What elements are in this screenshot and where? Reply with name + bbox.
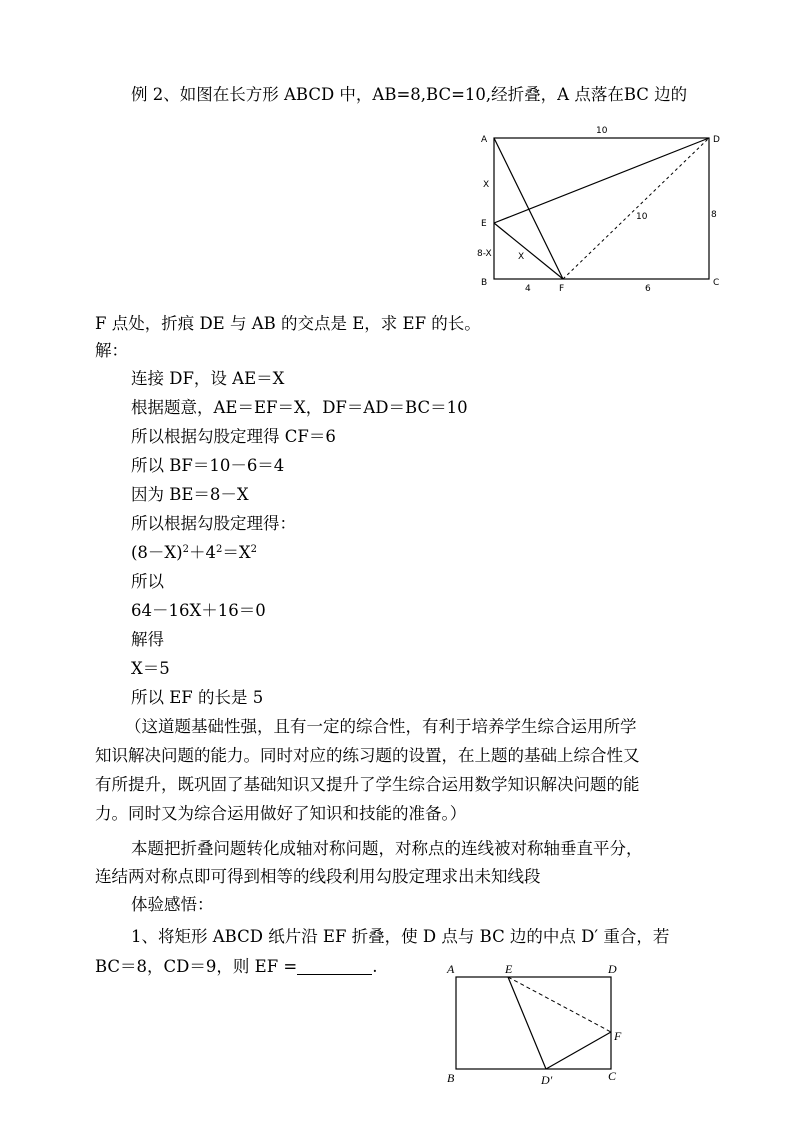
solution-step-7-equation: $(8-X)^2+4^2=X^2$	[131, 543, 257, 562]
label-C: C	[713, 278, 720, 288]
rect-abcd	[494, 138, 709, 279]
practice-question-1-line-1: 1、将矩形 ABCD 纸片沿 EF 折叠，使 D 点与 BC 边的中点 D′ 重合，若	[131, 927, 670, 946]
segment-af	[494, 138, 563, 279]
summary-line-1: 本题把折叠问题转化成轴对称问题，对称点的连线被对称轴垂直平分，	[131, 839, 643, 858]
label-ad-length: 10	[596, 126, 608, 136]
solution-step-12: 所以 EF 的长是 5	[131, 688, 264, 707]
commentary-line-4: 力。同时又为综合运用做好了知识和技能的准备。）	[95, 804, 467, 823]
solution-step-5: 因为 BE＝8－X	[131, 485, 249, 504]
segment-ed-prime	[508, 977, 546, 1069]
solution-step-6: 所以根据勾股定理得：	[131, 514, 296, 533]
label-bf-length: 4	[525, 284, 531, 294]
fig2-label-B: B	[447, 1071, 455, 1085]
fig2-label-D-prime: D′	[541, 1073, 553, 1087]
solution-step-11: X＝5	[131, 659, 170, 678]
segment-ef-dashed	[508, 977, 611, 1032]
solution-step-8: 所以	[131, 572, 164, 591]
solution-step-2: 根据题意，AE＝EF＝X，DF＝AD＝BC＝10	[131, 398, 468, 417]
solution-step-3: 所以根据勾股定理得 CF＝6	[131, 427, 336, 446]
label-ae-length: X	[483, 180, 490, 190]
segment-ed	[494, 138, 709, 223]
label-dc-length: 8	[711, 210, 717, 220]
solution-step-1: 连接 DF，设 AE＝X	[131, 369, 285, 388]
commentary-line-1: （这道题基础性强，且有一定的综合性，有利于培养学生综合运用所学	[125, 717, 637, 736]
label-A: A	[481, 135, 488, 145]
fig2-label-C: C	[608, 1069, 617, 1083]
solution-step-10: 解得	[131, 630, 164, 649]
figure-2-fold-practice	[440, 960, 630, 1090]
label-fc-length: 6	[645, 284, 651, 294]
fig2-label-D: D	[608, 962, 617, 976]
fig2-label-A: A	[447, 962, 455, 976]
label-E: E	[481, 219, 487, 229]
label-ef-length: X	[518, 252, 525, 262]
fig2-label-F: F	[614, 1029, 622, 1043]
label-B: B	[481, 278, 488, 288]
commentary-line-2: 知识解决问题的能力。同时对应的练习题的设置，在上题的基础上综合性又	[95, 746, 640, 765]
problem-intro: 例 2、如图在长方形 ABCD 中，AB=8,BC=10,经折叠，A 点落在BC 边的	[131, 85, 688, 104]
answer-blank	[297, 960, 372, 975]
segment-ef	[494, 223, 563, 279]
figure-1-rectangle-fold	[470, 122, 730, 297]
segment-d-prime-f	[546, 1032, 611, 1069]
label-F: F	[559, 284, 565, 294]
fig2-label-E: E	[505, 962, 513, 976]
label-D: D	[713, 135, 720, 145]
practice-question-1-line-2: BC＝8，CD＝9，则 EF = .	[95, 957, 378, 976]
solution-step-4: 所以 BF＝10－6＝4	[131, 456, 285, 475]
label-df-length: 10	[636, 212, 648, 222]
segment-df-dashed	[563, 138, 709, 279]
practice-heading: 体验感悟：	[131, 895, 214, 914]
solution-label: 解：	[95, 341, 128, 360]
problem-continuation: F 点处，折痕 DE 与 AB 的交点是 E，求 EF 的长。	[95, 314, 481, 333]
label-eb-length: 8-X	[477, 249, 492, 259]
summary-line-2: 连结两对称点即可得到相等的线段利用勾股定理求出未知线段	[95, 867, 541, 886]
solution-step-9: 64－16X＋16＝0	[131, 601, 266, 620]
commentary-line-3: 有所提升，既巩固了基础知识又提升了学生综合运用数学知识解决问题的能	[95, 775, 640, 794]
